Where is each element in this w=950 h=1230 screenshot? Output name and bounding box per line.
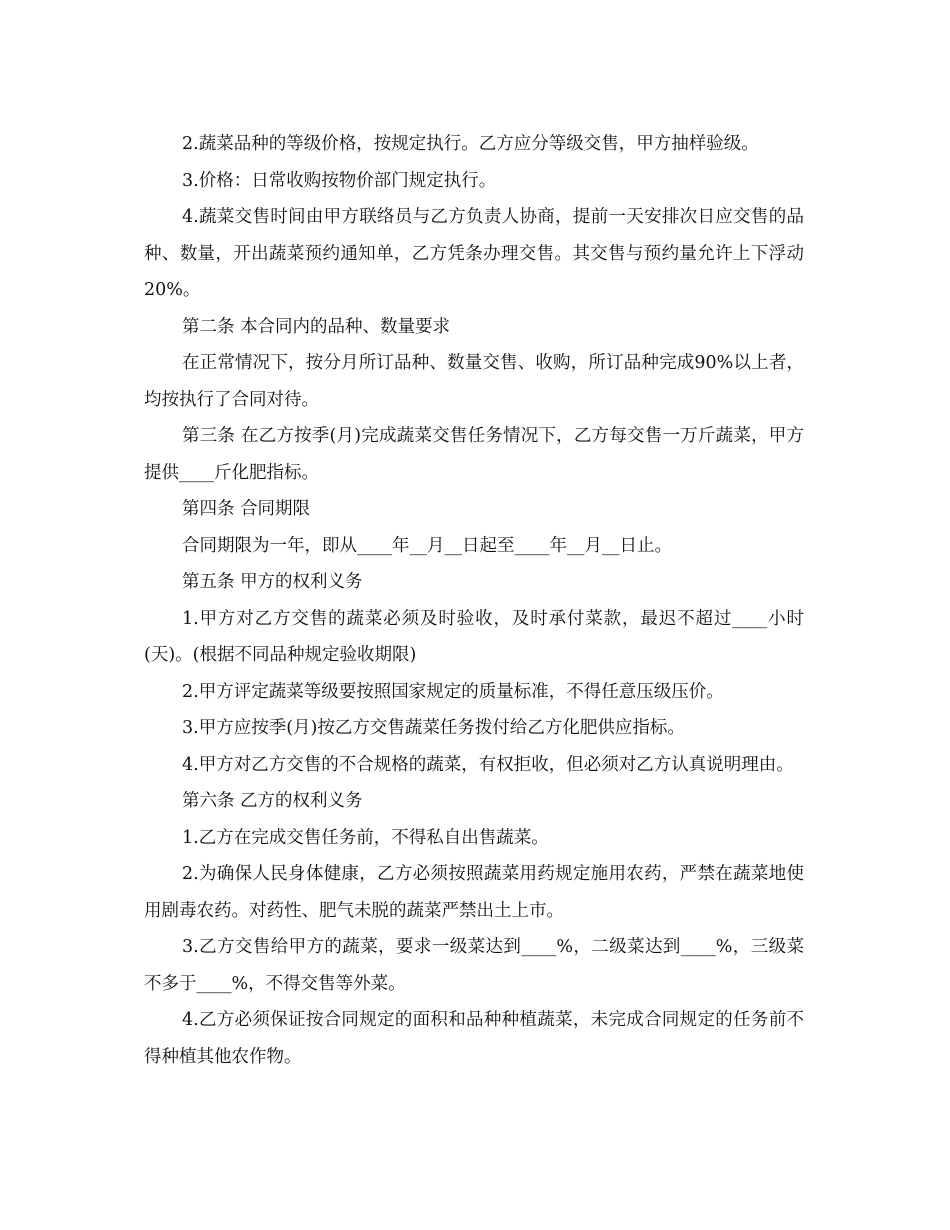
party-a-duty-1: 1.甲方对乙方交售的蔬菜必须及时验收，及时承付菜款，最迟不超过____小时(天)。(根据不同品种规定验收期限) [144,608,804,665]
article-2-heading: 第二条 本合同内的品种、数量要求 [182,316,451,337]
article-3-paragraph: 第三条 在乙方按季(月)完成蔬菜交售任务情况下，乙方每交售一万斤蔬菜，甲方提供____斤化肥指标。 [144,426,804,483]
article-4-heading: 第四条 合同期限 [182,499,311,519]
party-a-duty-3: 3.甲方应按季(月)按乙方交售蔬菜任务拨付给乙方化肥供应指标。 [182,718,685,738]
party-b-duty-3: 3.乙方交售给甲方的蔬菜，要求一级菜达到____%，二级菜达到____%，三级菜不多于____%，不得交售等外菜。 [144,937,804,994]
paragraph-quantity-requirement: 在正常情况下，按分月所订品种、数量交售、收购，所订品种完成90%以上者，均按执行了合同对待。 [144,353,804,410]
paragraph-delivery-time: 4.蔬菜交售时间由甲方联络员与乙方负责人协商，提前一天安排次日应交售的品种、数量，开出蔬菜预约通知单，乙方凭条办理交售。其交售与预约量允许上下浮动20%。 [144,207,804,300]
party-a-duty-2: 2.甲方评定蔬菜等级要按照国家规定的质量标准，不得任意压级压价。 [182,681,724,702]
article-6-heading: 第六条 乙方的权利义务 [182,791,363,811]
paragraph-grade-price: 2.蔬菜品种的等级价格，按规定执行。乙方应分等级交售，甲方抽样验级。 [182,134,759,154]
party-b-duty-2: 2.为确保人民身体健康，乙方必须按照蔬菜用药规定施用农药，严禁在蔬菜地使用剧毒农药。对药性、肥气未脱的蔬菜严禁出土上市。 [144,864,804,921]
paragraph-price: 3.价格：日常收购按物价部门规定执行。 [182,170,497,191]
party-b-duty-4: 4.乙方必须保证按合同规定的面积和品种种植蔬菜，未完成合同规定的任务前不得种植其他农作物。 [144,1010,804,1067]
party-a-duty-4: 4.甲方对乙方交售的不合规格的蔬菜，有权拒收，但必须对乙方认真说明理由。 [182,754,794,775]
party-b-duty-1: 1.乙方在完成交售任务前，不得私自出售蔬菜。 [182,827,549,848]
article-5-heading: 第五条 甲方的权利义务 [182,572,363,592]
paragraph-contract-term: 合同期限为一年，即从____年__月__日起至____年__月__日止。 [182,535,672,556]
document-body [144,126,804,1075]
